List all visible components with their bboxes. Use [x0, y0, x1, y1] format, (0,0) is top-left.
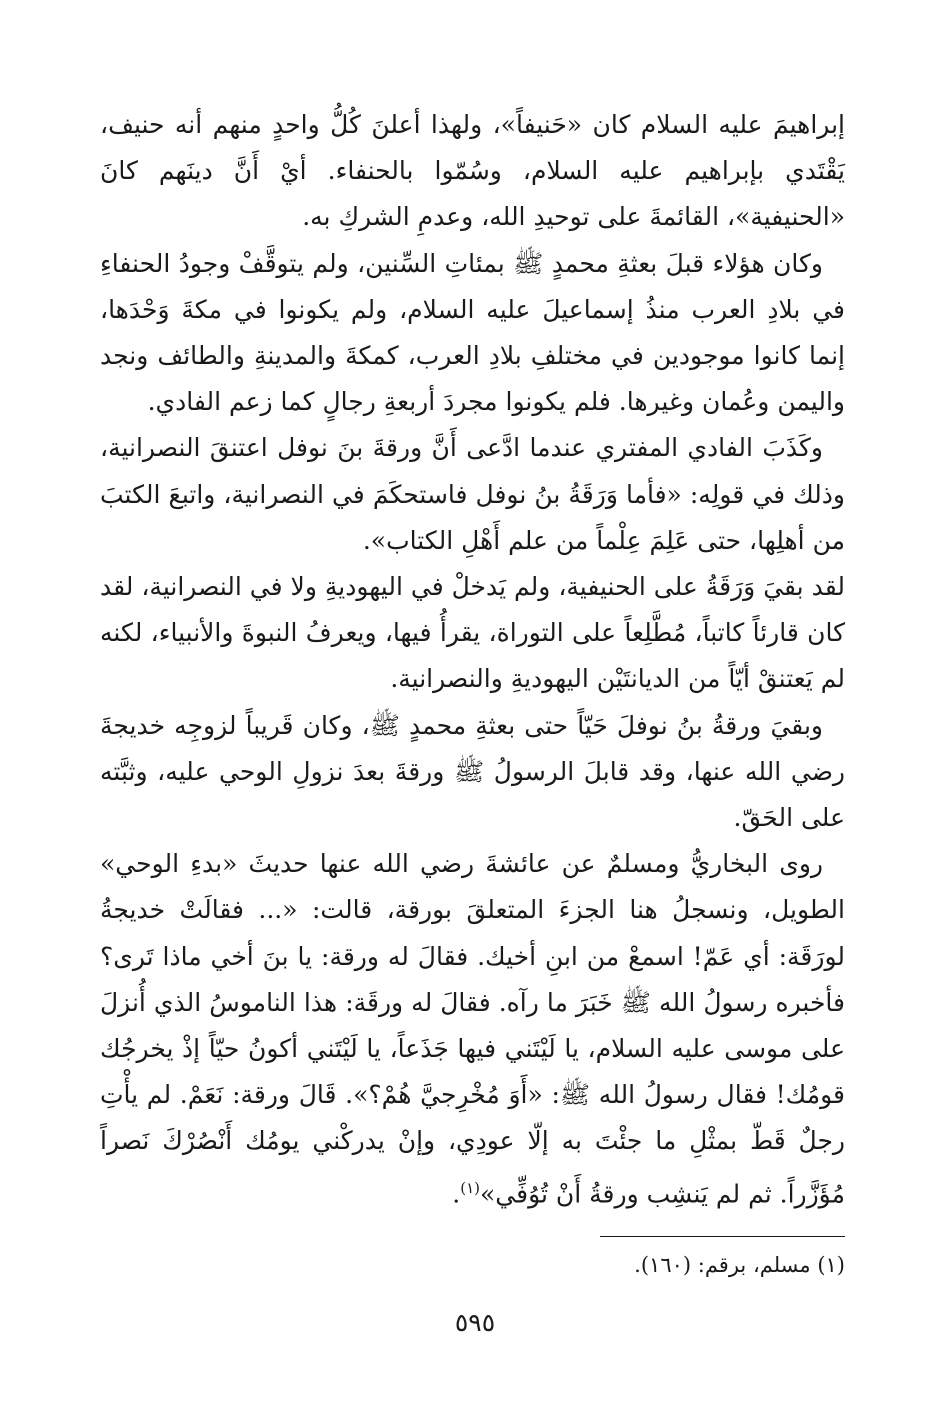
paragraph-3: وكَذَبَ الفادي المفتري عندما ادَّعى أَنَّ ورقةَ بنَ نوفل اعتنقَ النصرانية، وذلك في قولِه: «فأما وَرَقَةُ بنُ نوفل فاستحكَمَ في النصرانية، واتبعَ الكتبَ من أهلِها، حتى عَلِمَ عِلْماً من علم أَهْلِ الكتاب». [100, 433, 845, 555]
footnote-separator [600, 1236, 845, 1237]
footnote: (١) مسلم، برقم: (١٦٠). [634, 1253, 845, 1277]
paragraph-6 [100, 841, 845, 1217]
paragraph-5: وبقيَ ورقةُ بنُ نوفلَ حَيّاً حتى بعثةِ محمدٍ ﷺ، وكان قَريباً لزوجِه خديجةَ رضي الله عنها، وقد قابلَ الرسولُ ﷺ ورقةَ بعدَ نزولِ الوحي عليه، وثبَّته على الحَقّ. [100, 710, 845, 833]
paragraph-6-tail: . [452, 1179, 461, 1208]
paragraph-4: لقد بقيَ وَرَقَةُ على الحنيفية، ولم يَدخلْ في اليهوديةِ ولا في النصرانية، لقد كان قارئاً كاتباً، مُطَّلِعاً على التوراة، يقرأُ فيها، ويعرفُ النبوةَ والأنبياء، لكنه لم يَعتنقْ أيّاً من الديانتَيْن اليهوديةِ والنصرانية. [100, 572, 845, 694]
body-text [100, 102, 845, 1217]
page-number: ٥٩٥ [454, 1308, 496, 1337]
paragraph-6-text: روى البخاريُّ ومسلمٌ عن عائشةَ رضي الله عنها حديثَ «بدءِ الوحي» الطويل، ونسجلُ هنا الجزءَ المتعلقَ بورقة، قالت: «... فقالَتْ خديجةُ لورَقَة: أي عَمّ! اسمعْ من ابنِ أخيك. فقالَ له ورقة: يا بنَ أخي ماذا تَرى؟ فأخبره رسولُ الله ﷺ خَبَرَ ما رآه. فقالَ له ورقَة: هذا الناموسُ الذي أُنزلَ على موسى عليه السلام، يا لَيْتَني فيها جَذَعاً، يا لَيْتَني أكونُ حيّاً إذْ يخرجُك قومُك! فقال رسولُ الله ﷺ: «أَوَ مُخْرِجيَّ هُمْ؟». قَالَ ورقة: نَعَمْ. لم يأْتِ رجلٌ قَطّ بمثْلِ ما جئْتَ به إلّا عودِي، وإنْ يدركْني يومُك أَنْصُرْكَ نَصراً مُؤَزَّراً. ثم لم يَنشِب ورقةُ أَنْ تُوُفِّي» [100, 849, 846, 1208]
paragraph-1: إبراهيمَ عليه السلام كان «حَنيفاً»، ولهذا أعلنَ كُلُّ واحدٍ منهم أنه حنيف، يَقْتَدي بإبراهيم عليه السلام، وسُمّوا بالحنفاء. أيْ أَنَّ دينَهم كانَ «الحنيفية»، القائمةَ على توحيدِ الله، وعدمِ الشركِ به. [100, 110, 845, 232]
footnote-reference: (١) [460, 1178, 480, 1197]
paragraph-2: وكان هؤلاء قبلَ بعثةِ محمدٍ ﷺ بمئاتِ السِّنين، ولم يتوقَّفْ وجودُ الحنفاءِ في بلادِ العرب منذُ إسماعيلَ عليه السلام، ولم يكونوا في مكةَ وَحْدَها، إنما كانوا موجودين في مختلفِ بلادِ العرب، كمكةَ والمدينةِ والطائف ونجد واليمن وعُمان وغيرها. فلم يكونوا مجردَ أربعةِ رجالٍ كما زعم الفادي. [100, 248, 845, 417]
